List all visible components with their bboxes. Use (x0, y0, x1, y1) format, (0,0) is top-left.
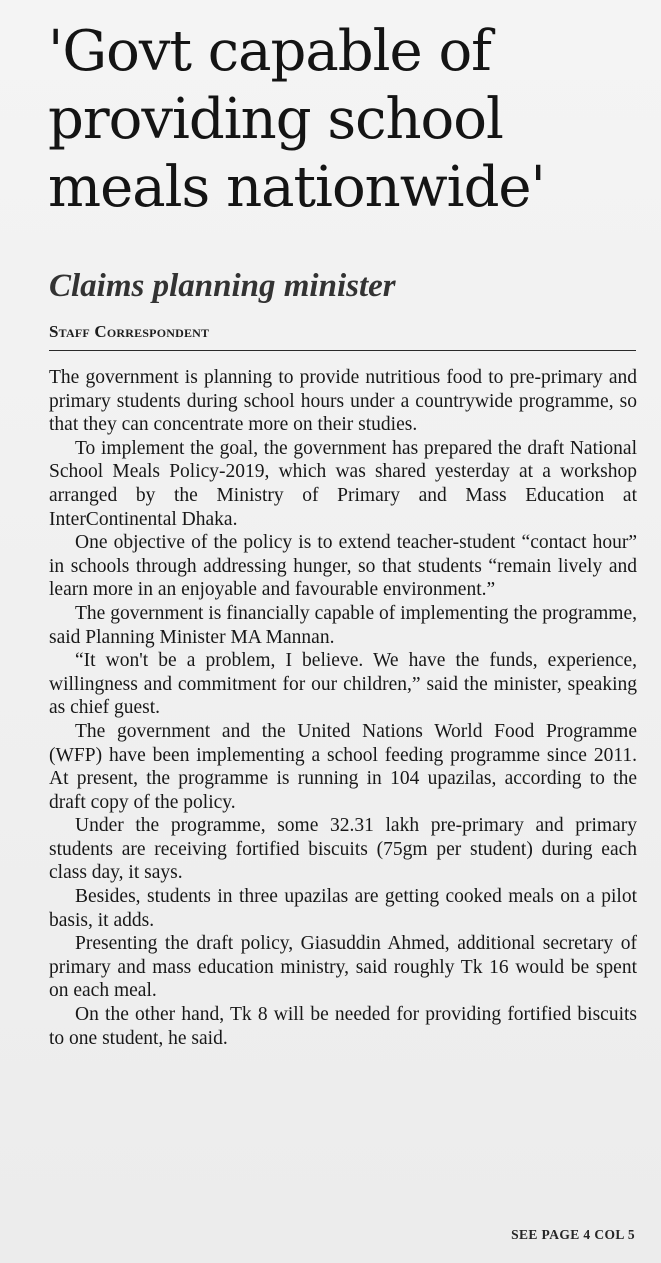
continuation-reference: SEE PAGE 4 COL 5 (511, 1227, 635, 1242)
paragraph: One objective of the policy is to extend teacher-student “contact hour” in schools through addressing hunger, so that students “remain lively and learn more in an enjoyable and favourable environment.” (49, 532, 637, 601)
paragraph: On the other hand, Tk 8 will be needed for providing fortified biscuits to one student, he said. (49, 1004, 637, 1049)
headline: 'Govt capable of providing school meals nationwide' (48, 19, 545, 220)
paragraph: “It won't be a problem, I believe. We have the funds, experience, willingness and commitment for our children,” said the minister, speaking as chief guest. (49, 650, 637, 719)
paragraph: The government is financially capable of implementing the programme, said Planning Minister MA Mannan. (49, 602, 637, 648)
byline: Staff Correspondent (49, 322, 210, 341)
paragraph: To implement the goal, the government has prepared the draft National School Meals Policy-2019, which was shared yesterday at a workshop arranged by the Ministry of Primary and Mass Education at InterContinental Dhaka. (49, 437, 637, 530)
paragraph: Under the programme, some 32.31 lakh pre-primary and primary students are receiving fortified biscuits (75gm per student) during each class day, it says. (49, 815, 637, 884)
byline-divider (49, 350, 636, 351)
paragraph: Presenting the draft policy, Giasuddin Ahmed, additional secretary of primary and mass education ministry, said roughly Tk 16 would be spent on each meal. (49, 933, 637, 1002)
paragraph: Besides, students in three upazilas are getting cooked meals on a pilot basis, it adds. (49, 886, 637, 931)
subheadline: Claims planning minister (49, 268, 396, 304)
paragraph: The government is planning to provide nutritious food to pre-primary and primary students during school hours under a countrywide programme, so that they can concentrate more on their studies. (49, 367, 637, 436)
article-body (49, 366, 637, 1050)
paragraph: The government and the United Nations World Food Programme (WFP) have been implementing a school feeding programme since 2011. At present, the programme is running in 104 upazilas, according to the draft copy of the policy. (49, 720, 637, 813)
